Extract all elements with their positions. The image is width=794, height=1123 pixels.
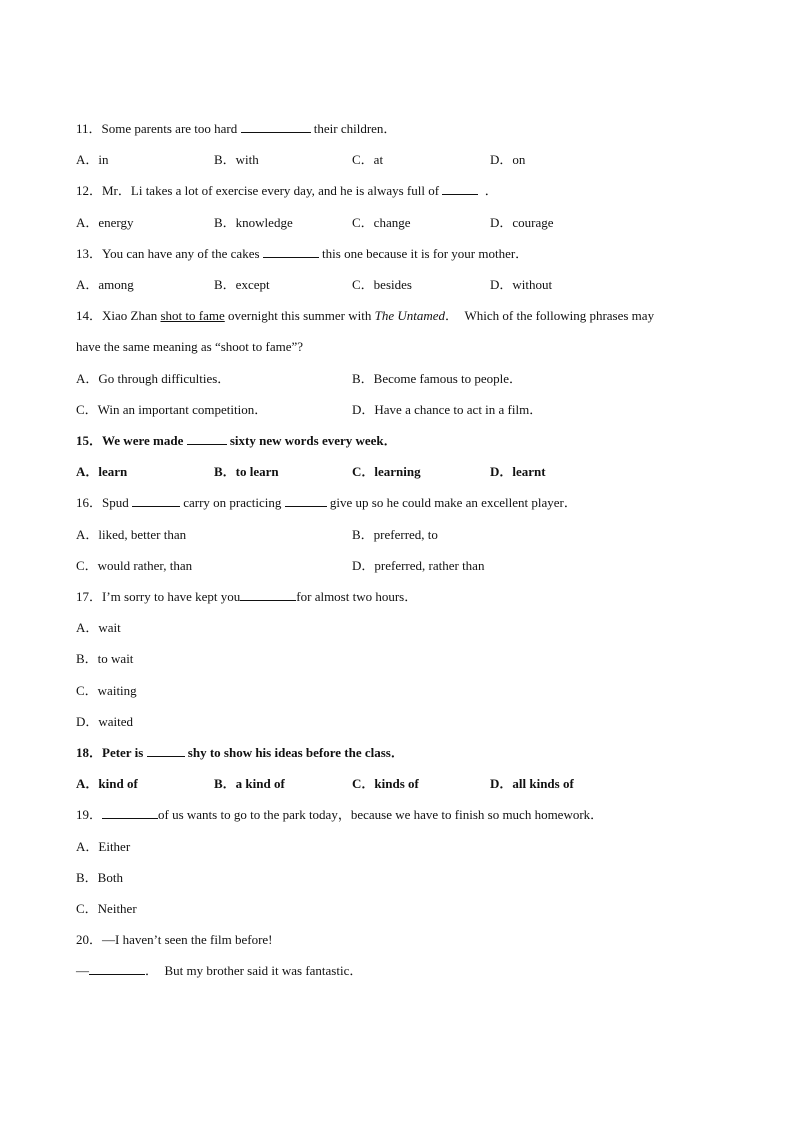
option-a[interactable]: A．among (76, 277, 134, 292)
option-b[interactable]: B．with (214, 152, 259, 167)
underlined-phrase: shot to fame (160, 308, 225, 323)
question-15: 15．We were made sixty new words every week． (76, 433, 397, 448)
option-b[interactable]: B．a kind of (214, 776, 285, 791)
option-a[interactable]: A．liked, better than (76, 527, 187, 542)
option-a[interactable]: A．learn (76, 464, 128, 479)
option-b[interactable]: B．except (214, 277, 270, 292)
option-d[interactable]: D．all kinds of (490, 776, 574, 791)
option-a[interactable]: A．wait (76, 620, 121, 635)
answer-blank[interactable] (442, 183, 478, 195)
question-11: 11．Some parents are too hard their children． (76, 121, 397, 136)
question-14: 14．Xiao Zhan shot to fame overnight this summer with The Untamed． Which of the following phrases may (76, 308, 655, 323)
answer-blank[interactable] (147, 745, 185, 757)
answer-blank[interactable] (263, 246, 319, 258)
option-c[interactable]: C．learning (352, 464, 421, 479)
option-c[interactable]: C．change (352, 215, 411, 230)
option-a[interactable]: A．kind of (76, 776, 138, 791)
answer-blank[interactable] (132, 495, 180, 507)
question-12: 12．Mr．Li takes a lot of exercise every day, and he is always full of ． (76, 183, 498, 198)
option-d[interactable]: D．learnt (490, 464, 546, 479)
question-20: 20．—I haven’t seen the film before! (76, 932, 273, 947)
option-b[interactable]: B．to learn (214, 464, 279, 479)
title-italic: The Untamed (374, 308, 446, 323)
option-c[interactable]: C．would rather, than (76, 558, 193, 573)
question-14-line2: have the same meaning as “shoot to fame”? (76, 339, 304, 354)
question-16: 16．Spud carry on practicing give up so he could make an excellent player． (76, 495, 577, 510)
option-b[interactable]: B．knowledge (214, 215, 293, 230)
option-d[interactable]: D．waited (76, 714, 134, 729)
option-c[interactable]: C．besides (352, 277, 412, 292)
option-c[interactable]: C．kinds of (352, 776, 419, 791)
answer-blank[interactable] (241, 121, 311, 133)
question-13: 13．You can have any of the cakes this one because it is for your mother． (76, 246, 529, 261)
option-d[interactable]: D．on (490, 152, 526, 167)
option-a[interactable]: A．Go through difficulties． (76, 371, 231, 386)
option-a[interactable]: A．in (76, 152, 109, 167)
option-d[interactable]: D．courage (490, 215, 554, 230)
option-c[interactable]: C．waiting (76, 683, 137, 698)
option-c[interactable]: C．Win an important competition． (76, 402, 268, 417)
answer-blank[interactable] (89, 963, 145, 975)
option-d[interactable]: D．preferred, rather than (352, 558, 485, 573)
question-18: 18．Peter is shy to show his ideas before the class． (76, 745, 404, 760)
option-b[interactable]: B．preferred, to (352, 527, 438, 542)
answer-blank[interactable] (240, 589, 296, 601)
option-b[interactable]: B．Become famous to people． (352, 371, 523, 386)
option-d[interactable]: D．Have a chance to act in a film． (352, 402, 543, 417)
question-20-reply: — ． But my brother said it was fantastic． (76, 963, 363, 978)
question-17: 17．I’m sorry to have kept you for almost two hours． (76, 589, 418, 604)
option-a[interactable]: A．energy (76, 215, 134, 230)
question-19: 19． of us wants to go to the park today，because we have to finish so much homework． (76, 807, 604, 822)
option-a[interactable]: A．Either (76, 839, 131, 854)
answer-blank[interactable] (187, 433, 227, 445)
answer-blank[interactable] (285, 495, 327, 507)
answer-blank[interactable] (102, 807, 158, 819)
option-c[interactable]: C．Neither (76, 901, 137, 916)
option-b[interactable]: B．Both (76, 870, 123, 885)
option-b[interactable]: B．to wait (76, 651, 134, 666)
option-d[interactable]: D．without (490, 277, 553, 292)
option-c[interactable]: C．at (352, 152, 384, 167)
